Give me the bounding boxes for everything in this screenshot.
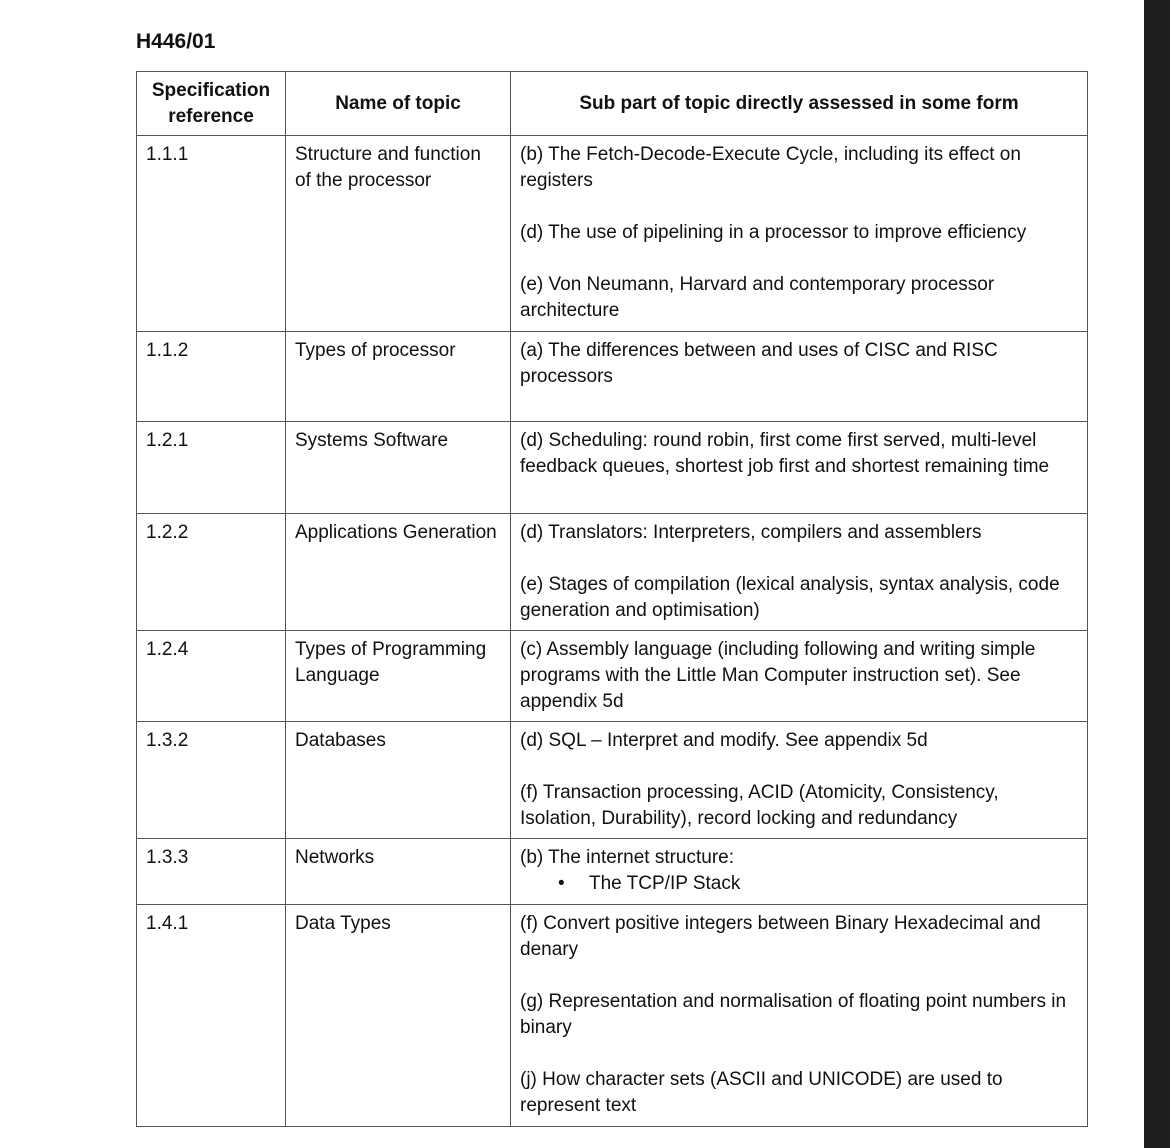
table-row xyxy=(137,136,1088,332)
specification-table xyxy=(136,71,1088,1127)
subpart-text: (e) Von Neumann, Harvard and contemporary processor architecture xyxy=(520,274,995,321)
table-row xyxy=(137,722,1088,839)
topic-cell: Systems Software xyxy=(286,422,511,514)
document-code: H446/01 xyxy=(136,30,216,53)
subpart-text: (d) Translators: Interpreters, compilers and assemblers xyxy=(520,522,982,543)
subpart-text: (b) The Fetch-Decode-Execute Cycle, including its effect on registers xyxy=(520,144,1021,191)
header-topic-name: Name of topic xyxy=(286,72,511,136)
subpart-cell xyxy=(511,514,1088,631)
header-sub-part: Sub part of topic directly assessed in some form xyxy=(511,72,1088,136)
topic-cell: Databases xyxy=(286,722,511,839)
spec-reference-cell: 1.3.2 xyxy=(137,722,286,839)
subpart-cell xyxy=(511,332,1088,422)
topic-cell: Networks xyxy=(286,839,511,905)
table-row xyxy=(137,514,1088,631)
topic-cell: Structure and function of the processor xyxy=(286,136,511,332)
subpart-text: (g) Representation and normalisation of floating point numbers in binary xyxy=(520,991,1067,1038)
spec-reference-cell: 1.3.3 xyxy=(137,839,286,905)
spec-reference-cell: 1.1.2 xyxy=(137,332,286,422)
subpart-text: (d) Scheduling: round robin, first come first served, multi-level feedback queues, shortest job first and shortest remaining time xyxy=(520,430,1050,477)
bullet-dot: • xyxy=(558,873,565,894)
table-row xyxy=(137,905,1088,1127)
subpart-text: (d) SQL – Interpret and modify. See appendix 5d xyxy=(520,730,928,751)
spec-reference-cell: 1.4.1 xyxy=(137,905,286,1127)
table-row xyxy=(137,422,1088,514)
topic-cell: Types of Programming Language xyxy=(286,631,511,722)
spec-reference-cell: 1.2.4 xyxy=(137,631,286,722)
subpart-cell xyxy=(511,839,1088,905)
topic-cell: Types of processor xyxy=(286,332,511,422)
subpart-cell xyxy=(511,905,1088,1127)
bullet-item xyxy=(520,871,1078,897)
subpart-cell xyxy=(511,722,1088,839)
subpart-text: (d) The use of pipelining in a processor to improve efficiency xyxy=(520,222,1027,243)
table-header-row xyxy=(137,72,1088,136)
subpart-text: (b) The internet structure: xyxy=(520,847,735,868)
topic-cell: Data Types xyxy=(286,905,511,1127)
topic-cell: Applications Generation xyxy=(286,514,511,631)
spec-reference-cell: 1.2.1 xyxy=(137,422,286,514)
table-row xyxy=(137,332,1088,422)
table-row xyxy=(137,631,1088,722)
spec-reference-cell: 1.2.2 xyxy=(137,514,286,631)
subpart-text: (a) The differences between and uses of CISC and RISC processors xyxy=(520,340,998,387)
table-row xyxy=(137,839,1088,905)
subpart-text: (f) Transaction processing, ACID (Atomicity, Consistency, Isolation, Durability), record locking and redundancy xyxy=(520,782,999,829)
subpart-cell xyxy=(511,136,1088,332)
bullet-text: The TCP/IP Stack xyxy=(589,873,741,894)
subpart-text: (f) Convert positive integers between Binary Hexadecimal and denary xyxy=(520,913,1041,960)
subpart-text: (j) How character sets (ASCII and UNICODE) are used to represent text xyxy=(520,1069,1003,1116)
spec-reference-cell: 1.1.1 xyxy=(137,136,286,332)
header-spec-reference: Specification reference xyxy=(137,72,286,136)
subpart-text: (c) Assembly language (including following and writing simple programs with the Little Man Computer instruction set). See appendix 5d xyxy=(520,639,1036,712)
subpart-cell xyxy=(511,422,1088,514)
subpart-text: (e) Stages of compilation (lexical analysis, syntax analysis, code generation and optimisation) xyxy=(520,574,1060,621)
subpart-cell xyxy=(511,631,1088,722)
